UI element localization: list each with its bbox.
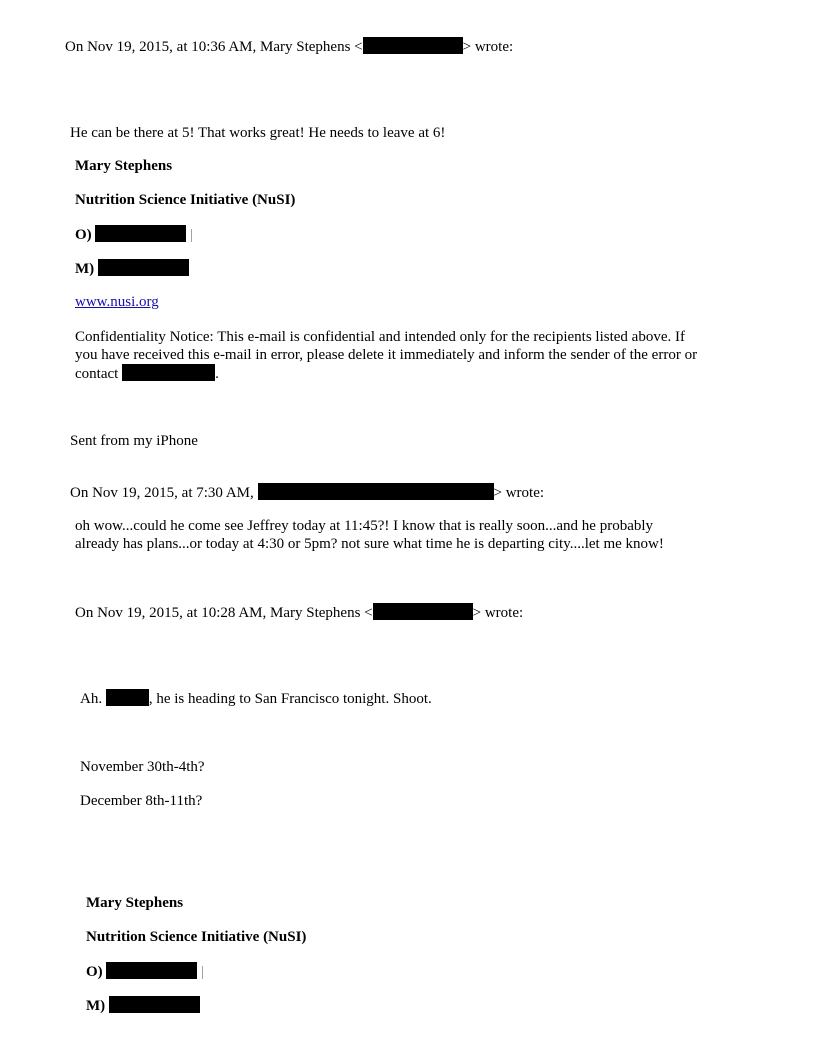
office-label: O) [86,964,103,980]
redacted-phone-block [109,996,200,1013]
message-body-2-line-1: oh wow...could he come see Jeffrey today at 11:45?! I know that is really soon...and he probably [75,518,654,534]
signature-name: Mary Stephens [75,158,173,174]
signature-mobile-phone [86,996,200,1015]
separator: | [201,964,205,980]
redacted-email-block [363,37,463,54]
signature-name: Mary Stephens [86,895,184,911]
header-text: > wrote: [462,39,514,55]
confidentiality-notice-line-1: Confidentiality Notice: This e-mail is confidential and intended only for the recipients listed above. If [75,329,685,345]
signature-office-phone [86,962,204,981]
confidentiality-notice-line-3 [75,364,219,383]
website-link-row [75,293,159,311]
message-text: , he is heading to San Francisco tonight. Shoot. [148,691,432,707]
redacted-email-block [373,603,473,620]
sent-from-signature: Sent from my iPhone [70,433,198,449]
office-label: O) [75,227,92,243]
confidentiality-text: . [215,366,219,382]
redacted-sender-block [258,483,494,500]
signature-office-phone [75,225,193,244]
signature-mobile-phone [75,259,189,278]
mobile-label: M) [86,998,106,1014]
signature-org: Nutrition Science Initiative (NuSI) [86,929,307,945]
header-text: > wrote: [493,485,545,501]
redacted-contact-block [122,364,215,381]
header-text: On Nov 19, 2015, at 7:30 AM, [70,485,254,501]
signature-org: Nutrition Science Initiative (NuSI) [75,192,296,208]
email-header-3 [75,603,523,622]
header-text: On Nov 19, 2015, at 10:36 AM, Mary Stephens < [65,39,363,55]
confidentiality-text: contact [75,366,119,382]
header-text: > wrote: [472,605,524,621]
message-body-2-line-2: already has plans...or today at 4:30 or 5pm? not sure what time he is departing city....let me know! [75,536,664,552]
date-option-2: December 8th-11th? [80,793,203,809]
confidentiality-notice-line-2: you have received this e-mail in error, please delete it immediately and inform the sender of the error or [75,347,698,363]
separator: | [190,227,194,243]
email-header-2 [70,483,544,502]
message-body-1: He can be there at 5! That works great! He needs to leave at 6! [70,125,446,141]
email-header-1 [65,37,513,56]
message-body-3 [80,689,432,708]
redacted-phone-block [98,259,189,276]
redacted-phone-block [95,225,186,242]
date-option-1: November 30th-4th? [80,759,205,775]
website-link[interactable]: www.nusi.org [75,294,159,310]
message-text: Ah. [80,691,103,707]
redacted-phone-block [106,962,197,979]
mobile-label: M) [75,261,95,277]
header-text: On Nov 19, 2015, at 10:28 AM, Mary Stephens < [75,605,373,621]
redacted-name-block [106,689,149,706]
